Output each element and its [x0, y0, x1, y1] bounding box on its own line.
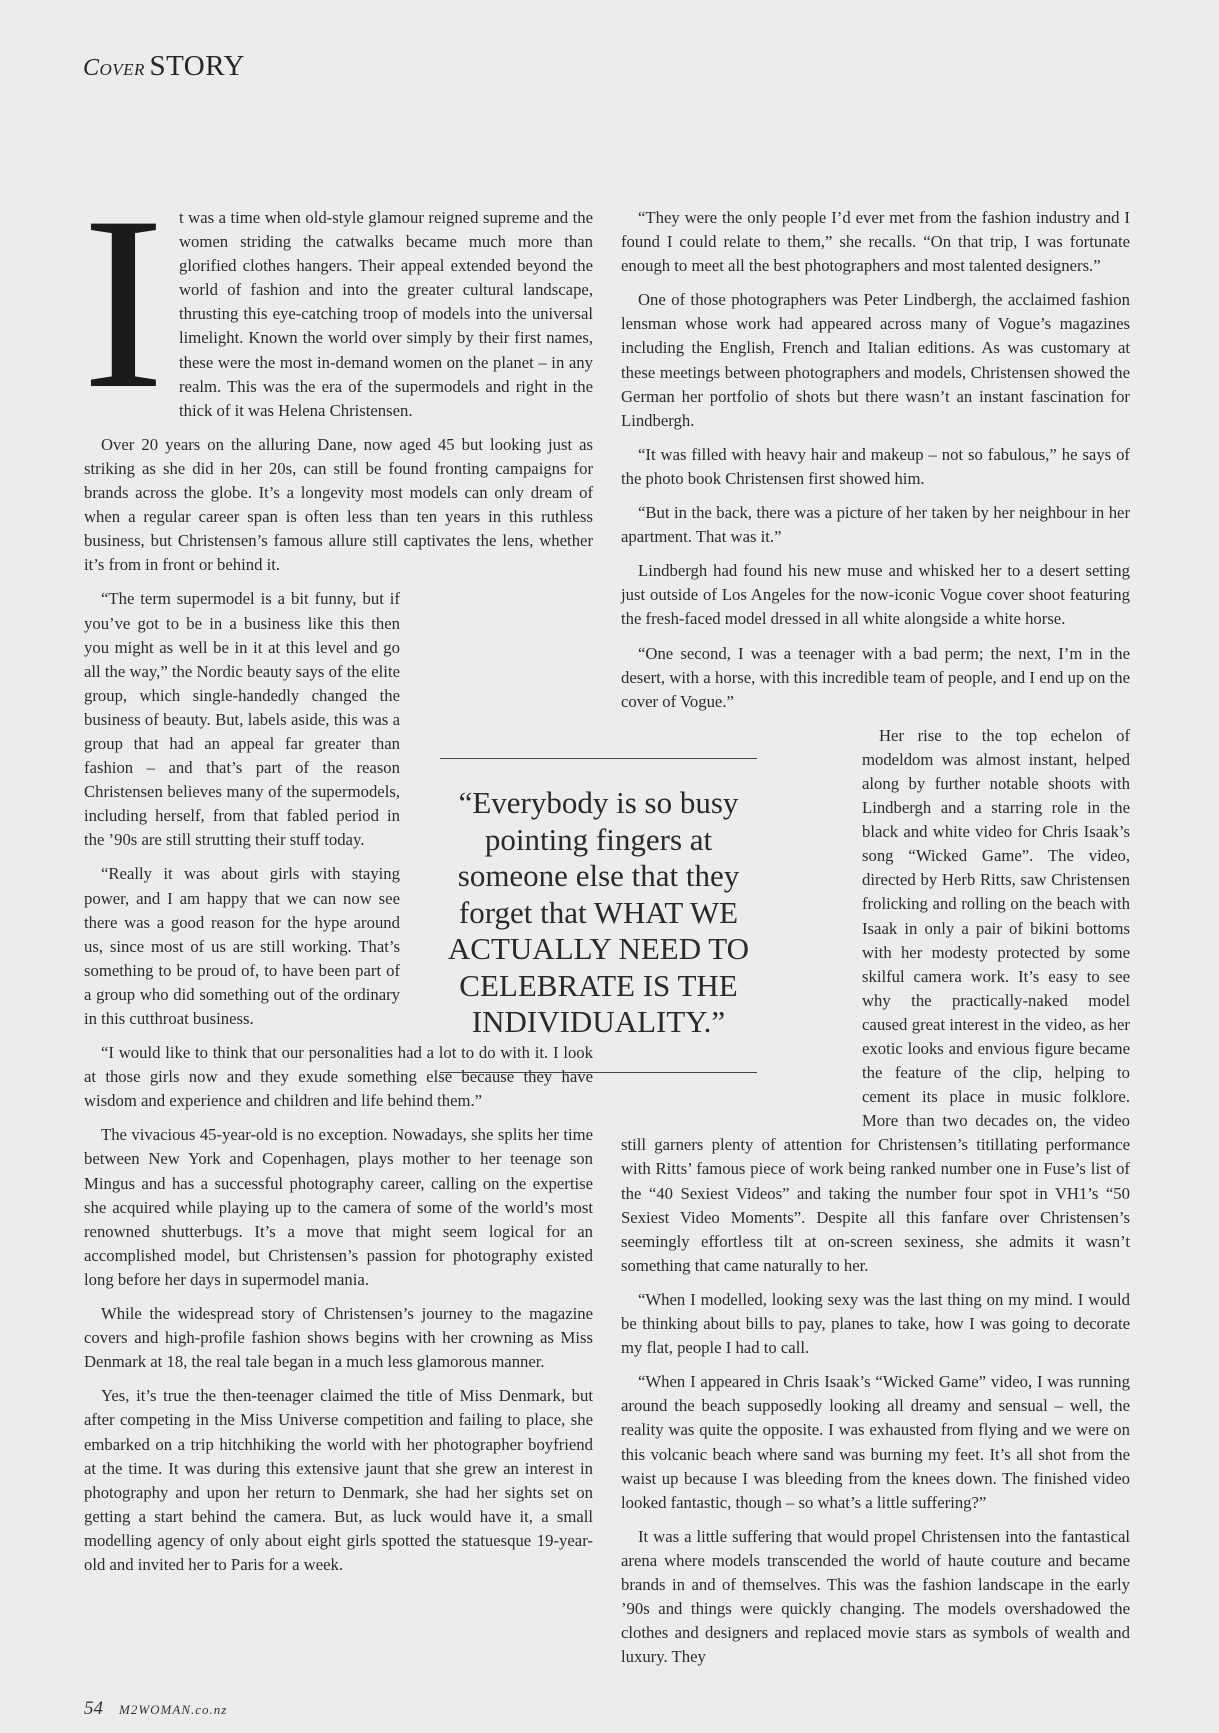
article-paragraph: “One second, I was a teenager with a bad perm; the next, I’m in the desert, with a horse, with this incredible team of people, and I end up on the cover of Vogue.” [621, 643, 1130, 711]
article-paragraph: One of those photographers was Peter Lindbergh, the acclaimed fashion lensman whose work had appeared across many of Vogue’s magazines including the English, French and Italian editions. As was customary at these meetings between photographers and models, Christensen showed the German her portfolio of shots but there wasn’t an instant fascination for Lindbergh. [621, 290, 1130, 430]
article-paragraph: “It was filled with heavy hair and makeup – not so fabulous,” he says of the photo book Christensen first showed him. [621, 444, 1130, 488]
article-paragraph: Her rise to the top echelon of modeldom was almost instant, helped along by further notable shoots with Lindbergh and a starring role in the black and white video for Chris Isaak’s song “Wicked Game”. The video, directed by Herb Ritts, saw Christensen frolicking and rolling on the beach with Isaak in only a pair of bikini bottoms with her modesty protected by some skilful camera work. It’s easy to see why the practically-naked model caused great interest in the video, as her exotic looks and envious figure became the feature of the clip, helping to cement its place in music folklore. More than two decades on, the video still garners plenty of attention for Christensen’s titillating performance with Ritts’ famous piece of work being ranked number one in Fuse’s list of the “40 Sexiest Videos” and taking the number four spot in VH1’s “50 Sexiest Video Moments”. Despite all this fanfare over Christensen’s seemingly effortless tilt at on-screen sexiness, she admits it wasn’t something that came naturally to her. [621, 725, 1130, 1275]
article-paragraph: “Really it was about girls with staying power, and I am happy that we can now see there was a good reason for the hype around us, since most of us are still working. That’s something to be proud of, to have been part of a group who did something out of the ordinary in this cutthroat business. [84, 864, 400, 1028]
article-paragraph: t was a time when old-style glamour reigned supreme and the women striding the catwalks became much more than glorified clothes hangers. Their appeal extended beyond the world of fashion and into the greater cultural landscape, thrusting this eye-catching troop of models into the universal limelight. Known the world over simply by their first names, these were the most in-demand women on the planet – in any realm. This was the era of the supermodels and right in the thick of it was Helena Christensen. [179, 208, 593, 420]
article-paragraph: The vivacious 45-year-old is no exception. Nowadays, she splits her time between New York and Copenhagen, plays mother to her teenage son Mingus and has a successful photography career, calling on the expertise she acquired while playing up to the camera of some of the world’s most renowned shutterbugs. It’s a move that might seem logical for an accomplished model, but Christensen’s passion for photography existed long before her days in supermodel mania. [84, 1125, 593, 1289]
drop-cap: I [82, 165, 165, 440]
article-paragraph: Lindbergh had found his new muse and whisked her to a desert setting just outside of Los Angeles for the now-iconic Vogue cover shoot featuring the fresh-faced model dressed in all white alongside a white horse. [621, 561, 1130, 629]
article-paragraph: “I would like to think that our personalities had a lot to do with it. I look at those girls now and they exude something else because they have wisdom and experience and children and life behind them.” [84, 1043, 593, 1111]
article-paragraph: “When I appeared in Chris Isaak’s “Wicked Game” video, I was running around the beach supposedly looking all dreamy and sensual – well, the reality was quite the opposite. I was exhausted from flying and we were on this volcanic beach where sand was burning my feet. It’s all shot from the waist up because I was bleeding from the knees down. The finished video looked fantastic, though – so what’s a little suffering?” [621, 1372, 1130, 1512]
page-number: 54 [84, 1698, 103, 1719]
section-header [83, 50, 245, 83]
article-paragraph: “They were the only people I’d ever met from the fashion industry and I found I could relate to them,” she recalls. “On that trip, I was fortunate enough to meet all the best photographers and most talented designers.” [621, 208, 1130, 276]
section-header-story: STORY [149, 50, 245, 82]
section-header-cover: Cover [83, 55, 145, 81]
article-paragraph: It was a little suffering that would propel Christensen into the fantastical arena where models transcended the world of haute couture and became brands in and of themselves. This was the fashion landscape in the early ’90s and things were quickly changing. The models overshadowed the clothes and designers and replaced movie stars as symbols of wealth and luxury. They [621, 1526, 1130, 1667]
article-paragraph: While the widespread story of Christensen’s journey to the magazine covers and high-profile fashion shows begins with her crowning as Miss Denmark at 18, the real tale began in a much less glamorous manner. [84, 1304, 593, 1372]
pull-quote: “Everybody is so busy pointing fingers at someone else that they forget that WHAT WE ACTUALLY NEED TO CELEBRATE IS THE INDIVIDUALITY.” [440, 758, 757, 1073]
article-paragraph: Yes, it’s true the then-teenager claimed the title of Miss Denmark, but after competing in the Miss Universe competition and failing to place, she embarked on a trip hitchhiking the world with her photographer boyfriend at the time. It was during this extensive jaunt that she grew an interest in photography and upon her return to Denmark, she had her sights set on getting a start behind the camera. But, as luck would have it, a small modelling agency of only about eight girls spotted the statuesque 19-year-old and invited her to Paris for a week. [84, 1386, 593, 1574]
article-paragraph: “When I modelled, looking sexy was the last thing on my mind. I would be thinking about bills to pay, planes to take, how I was going to decorate my flat, people I had to call. [621, 1289, 1130, 1358]
article-paragraph: “But in the back, there was a picture of her taken by her neighbour in her apartment. That was it.” [621, 503, 1130, 547]
article-paragraph: “The term supermodel is a bit funny, but if you’ve got to be in a business like this then you might as well be in it at this level and go all the way,” the Nordic beauty says of the elite group, which single-handedly changed the business of beauty. But, labels aside, this was a group that had an appeal far greater than fashion – and that’s part of the reason Christensen believes many of the supermodels, including herself, from that fabled period in the ’90s are still strutting their stuff today. [84, 589, 400, 850]
site-name: M2WOMAN.co.nz [119, 1702, 228, 1717]
page-footer [84, 1698, 227, 1720]
article-paragraph: Over 20 years on the alluring Dane, now aged 45 but looking just as striking as she did in her 20s, can still be found fronting campaigns for brands across the globe. It’s a longevity most models can only dream of when a regular career span is often less than ten years in this ruthless business, but Christensen’s famous allure still captivates the lens, whether it’s from in front or behind it. [84, 434, 593, 575]
